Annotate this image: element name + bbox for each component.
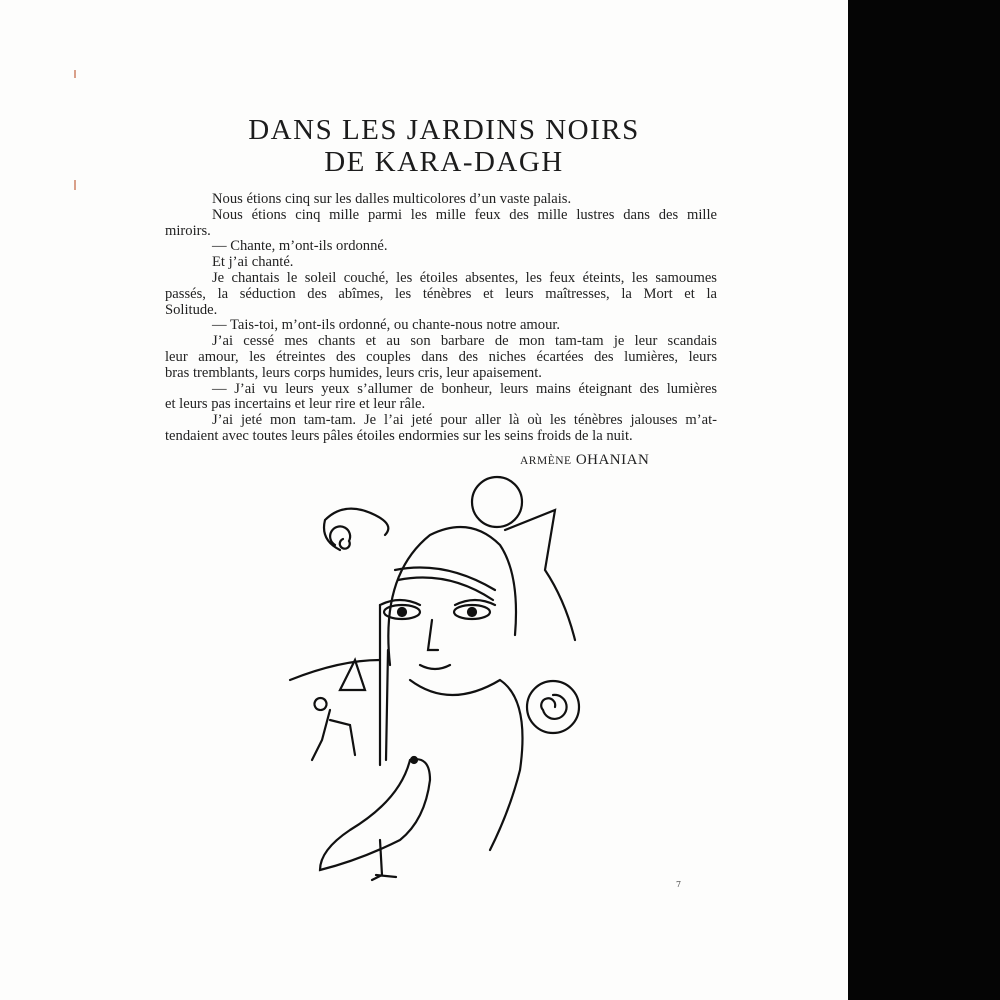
- poem-line: Et j’ai chanté.: [212, 254, 294, 271]
- ink-illustration: [280, 470, 600, 890]
- author-last-name: OHANIAN: [575, 452, 650, 468]
- poem-line: Nous étions cinq sur les dalles multicolores d’un vaste palais.: [212, 191, 572, 207]
- scan-mark: [74, 180, 76, 190]
- poem-line: bras tremblants, leurs corps humides, leurs cris, leur apaisement.: [165, 364, 542, 381]
- poem-line: Je chantais le soleil couché, les étoiles absentes, les feux éteints, les samoumes: [212, 269, 717, 286]
- scan-mark: [74, 70, 76, 78]
- poem-title: [150, 114, 738, 178]
- page-number: 7: [676, 880, 682, 889]
- poem-line: leur amour, les étreintes des couples dans des niches écartées des lumières, leurs: [165, 348, 717, 365]
- author-signature: [520, 452, 649, 469]
- sun-drawing: [472, 477, 522, 527]
- poem-line: passés, la séduction des abîmes, les ténèbres et leurs maîtresses, la Mort et la: [165, 285, 717, 302]
- poem-line: et leurs pas incertains et leur rire et leur râle.: [165, 396, 426, 413]
- bird-drawing: [320, 759, 430, 870]
- poem-line: Solitude.: [165, 301, 218, 318]
- poem-line: — Tais-toi, m’ont-ils ordonné, ou chante-nous notre amour.: [212, 317, 561, 334]
- poem-body: [165, 192, 717, 445]
- rider-figure: [312, 698, 355, 760]
- author-first-name: ARMÈNE: [520, 455, 572, 467]
- poem-line: — Chante, m’ont-ils ordonné.: [212, 238, 388, 255]
- poem-line: J’ai jeté mon tam-tam. Je l’ai jeté pour aller là où les ténèbres jalouses m’at-: [212, 412, 717, 429]
- poem-line: Nous étions cinq mille parmi les mille feux des mille lustres dans des mille: [212, 206, 717, 223]
- title-line-1: DANS LES JARDINS NOIRS: [248, 114, 640, 146]
- poem-line: — J’ai vu leurs yeux s’allumer de bonheur, leurs mains éteignant des lumières: [212, 380, 717, 397]
- poem-line: tendaient avec toutes leurs pâles étoiles endormies sur les seins froids de la nuit.: [165, 427, 633, 444]
- boat-landscape: [290, 660, 380, 690]
- poem-line: J’ai cessé mes chants et au son barbare de mon tam-tam je leur scandais: [212, 333, 717, 350]
- scan-border: [848, 0, 1000, 1000]
- title-line-2: DE KARA-DAGH: [324, 146, 564, 178]
- rose-drawing: [527, 681, 579, 733]
- poem-line: miroirs.: [165, 222, 211, 239]
- woman-head: [388, 527, 516, 665]
